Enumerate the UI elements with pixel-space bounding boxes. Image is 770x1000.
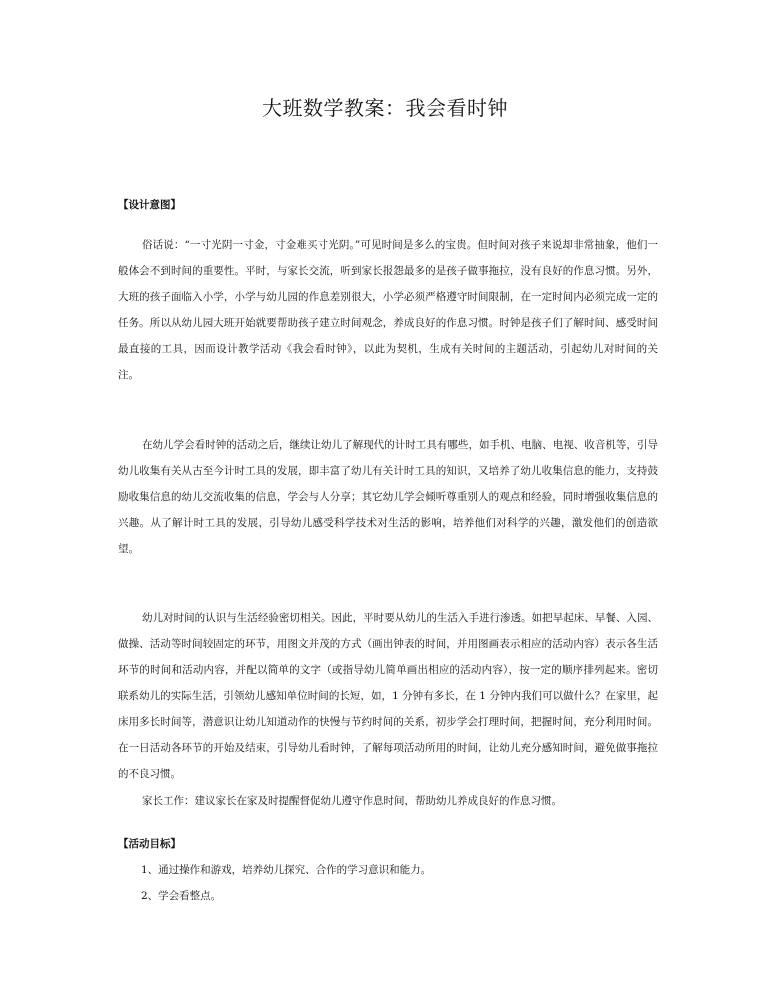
section-heading-activity-goals: 【活动目标】 bbox=[118, 838, 181, 850]
goal-item-2: 2、学会看整点。 bbox=[141, 890, 222, 902]
section-heading-design-intent: 【设计意图】 bbox=[118, 199, 181, 211]
paragraph-intent-3: 幼儿对时间的认识与生活经验密切相关。因此，平时要从幼儿的生活入手进行渗透。如把早起床、早餐、入园、做操、活动等时间较固定的环节，用图文并茂的方式（画出钟表的时间，并用图画表示相应的活动内容）表示各生活环节的时间和活动内容，并配以简单的文字（或指导幼儿简单画出相应的活动内容），按一定的顺序排列起来。密切联系幼儿的实际生活，引领幼儿感知单位时间的长短，如，1 分钟有多长，在 1 分钟内我们可以做什么？在家里，起床用多长时间等，潜意识让幼儿知道动作的快慢与节约时间的关系，初步学会打理时间，把握时间，充分利用时间。在一日活动各环节的开始及结束，引导幼儿看时钟，了解每项活动所用的时间，让幼儿充分感知时间，避免做事拖拉的不良习惯。 bbox=[118, 612, 658, 780]
paragraph-intent-1: 俗话说：“一寸光阴一寸金，寸金难买寸光阴。”可见时间是多么的宝贵。但时间对孩子来说却非常抽象，他们一般体会不到时间的重要性。平时，与家长交流，听到家长报怨最多的是孩子做事拖拉，没有良好的作息习惯。另外，大班的孩子面临入小学，小学与幼儿园的作息差别很大，小学必须严格遵守时间限制，在一定时间内必须完成一定的任务。所以从幼儿园大班开始就要帮助孩子建立时间观念，养成良好的作息习惯。时钟是孩子们了解时间、感受时间最直接的工具，因而设计教学活动《我会看时钟》，以此为契机，生成有关时间的主题活动，引起幼儿对时间的关注。 bbox=[118, 239, 658, 381]
page-title: 大班数学教案：我会看时钟 bbox=[262, 96, 508, 120]
paragraph-intent-2: 在幼儿学会看时钟的活动之后，继续让幼儿了解现代的计时工具有哪些，如手机、电脑、电视、收音机等，引导幼儿收集有关从古至今计时工具的发展，即丰富了幼儿有关计时工具的知识，又培养了幼儿收集信息的能力，支持鼓励收集信息的幼儿交流收集的信息，学会与人分享；其它幼儿学会倾听尊重别人的观点和经验，同时增强收集信息的兴趣。从了解计时工具的发展，引导幼儿感受科学技术对生活的影响，培养他们对科学的兴趣，激发他们的创造欲望。 bbox=[118, 439, 658, 555]
goal-item-1: 1、通过操作和游戏，培养幼儿探究、合作的学习意识和能力。 bbox=[141, 864, 432, 876]
paragraph-parent-work: 家长工作：建议家长在家及时提醒督促幼儿遵守作息时间，帮助幼儿养成良好的作息习惯。 bbox=[142, 795, 562, 807]
